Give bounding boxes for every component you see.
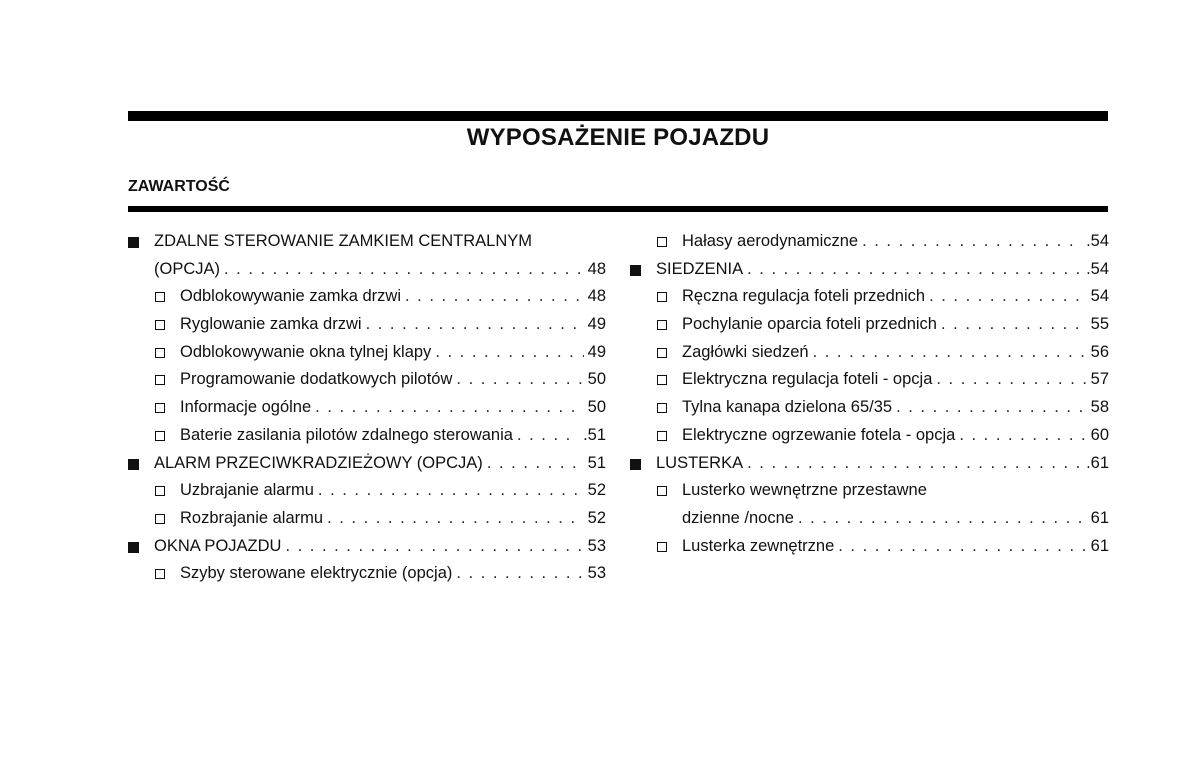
toc-subentry[interactable] <box>128 560 606 588</box>
open-square-bullet-icon <box>155 486 165 496</box>
toc-page-number: .51 <box>583 425 606 444</box>
open-square-bullet-icon <box>657 542 667 552</box>
toc-entry-label: OKNA POJAZDU <box>154 536 282 555</box>
open-square-bullet-icon <box>657 375 667 385</box>
toc-subentry[interactable] <box>128 366 606 394</box>
toc-page-number: 61 <box>1090 536 1109 555</box>
toc-entry-label: ALARM PRZECIWKRADZIEŻOWY (OPCJA) <box>154 453 483 472</box>
toc-entry-label: Elektryczne ogrzewanie fotela - opcja <box>682 425 956 444</box>
dot-leader <box>813 339 1087 367</box>
dot-leader <box>435 339 583 367</box>
toc-entry-label: Informacje ogólne <box>180 398 312 417</box>
toc-page-number: 50 <box>587 370 606 389</box>
toc-subentry[interactable] <box>128 311 606 339</box>
toc-page-number: 60 <box>1090 425 1109 444</box>
open-square-bullet-icon <box>657 292 667 302</box>
toc-entry-label: Odblokowywanie zamka drzwi <box>180 287 402 306</box>
filled-square-bullet-icon <box>128 459 139 470</box>
dot-leader <box>487 450 584 478</box>
toc-section-entry[interactable] <box>128 256 606 284</box>
toc-subentry[interactable] <box>630 339 1109 367</box>
toc-entry-label: dzienne /nocne <box>682 508 794 527</box>
toc-entry-label: (OPCJA) <box>154 259 220 278</box>
toc-page-number: 53 <box>587 536 606 555</box>
toc-page-number: 57 <box>1090 370 1109 389</box>
dot-leader <box>456 366 583 394</box>
toc-subentry[interactable] <box>128 283 606 311</box>
toc-page-number: 54 <box>1090 287 1109 306</box>
toc-subentry[interactable] <box>630 283 1109 311</box>
open-square-bullet-icon <box>155 320 165 330</box>
toc-entry-label: Ręczna regulacja foteli przednich <box>682 287 926 306</box>
toc-page-number: 48 <box>587 287 606 306</box>
toc-page-number: 52 <box>587 508 606 527</box>
toc-section-entry[interactable] <box>128 450 606 478</box>
toc-entry-label: Baterie zasilania pilotów zdalnego sterowania <box>180 425 513 444</box>
dot-leader <box>224 256 584 284</box>
toc-entry-label: Ryglowanie zamka drzwi <box>180 315 362 334</box>
toc-page-number: 55 <box>1090 315 1109 334</box>
toc-subentry[interactable] <box>630 533 1109 561</box>
toc-page-number: 49 <box>587 315 606 334</box>
toc-page-number: 53 <box>587 564 606 583</box>
dot-leader <box>798 505 1087 533</box>
toc-entry-label: Elektryczna regulacja foteli - opcja <box>682 370 933 389</box>
open-square-bullet-icon <box>155 431 165 441</box>
toc-page-number: .54 <box>1086 232 1109 250</box>
open-square-bullet-icon <box>155 348 165 358</box>
toc-page-number: .54 <box>1086 259 1109 278</box>
open-square-bullet-icon <box>657 320 667 330</box>
filled-square-bullet-icon <box>128 237 139 248</box>
toc-page-number: .61 <box>1086 453 1109 472</box>
toc-entry-label: LUSTERKA <box>656 453 744 472</box>
toc-entry-label: Lusterko wewnętrzne przestawne <box>682 481 927 500</box>
toc-subentry[interactable] <box>630 366 1109 394</box>
dot-leader <box>747 256 1082 284</box>
toc-subentry[interactable] <box>128 339 606 367</box>
filled-square-bullet-icon <box>128 542 139 553</box>
toc-column-right <box>630 228 1109 560</box>
toc-page-number: 56 <box>1090 342 1109 361</box>
filled-square-bullet-icon <box>630 459 641 470</box>
toc-page-number: 52 <box>587 481 606 500</box>
open-square-bullet-icon <box>155 375 165 385</box>
filled-square-bullet-icon <box>630 265 641 276</box>
toc-subentry[interactable] <box>630 394 1109 422</box>
toc-column-left <box>128 228 606 588</box>
open-square-bullet-icon <box>657 237 667 247</box>
toc-page-number: 49 <box>587 342 606 361</box>
open-square-bullet-icon <box>657 403 667 413</box>
toc-page-number: 50 <box>587 398 606 417</box>
toc-entry-label: Programowanie dodatkowych pilotów <box>180 370 453 389</box>
open-square-bullet-icon <box>657 431 667 441</box>
open-square-bullet-icon <box>155 569 165 579</box>
dot-leader <box>747 450 1082 478</box>
open-square-bullet-icon <box>657 486 667 496</box>
toc-entry-label: Pochylanie oparcia foteli przednich <box>682 315 937 334</box>
dot-leader <box>929 283 1087 311</box>
toc-page-number: 51 <box>587 453 606 472</box>
toc-section-entry[interactable] <box>630 256 1109 284</box>
toc-subentry[interactable] <box>128 477 606 505</box>
toc-subentry[interactable] <box>128 422 606 450</box>
toc-section-entry[interactable] <box>630 450 1109 478</box>
toc-section-entry[interactable] <box>128 533 606 561</box>
dot-leader <box>366 311 584 339</box>
toc-entry-label: Szyby sterowane elektrycznie (opcja) <box>180 564 453 583</box>
dot-leader <box>896 394 1087 422</box>
dot-leader <box>405 283 584 311</box>
dot-leader <box>285 533 583 561</box>
open-square-bullet-icon <box>155 403 165 413</box>
dot-leader <box>327 505 584 533</box>
toc-entry-label: Rozbrajanie alarmu <box>180 508 324 527</box>
dot-leader <box>315 394 583 422</box>
dot-leader <box>318 477 584 505</box>
toc-subentry[interactable] <box>630 505 1109 533</box>
toc-page-number: 61 <box>1090 508 1109 527</box>
toc-entry-label: ZDALNE STEROWANIE ZAMKIEM CENTRALNYM <box>154 232 533 250</box>
section-heading: ZAWARTOŚĆ <box>128 178 230 195</box>
section-rule <box>128 206 1108 212</box>
toc-subentry[interactable] <box>128 394 606 422</box>
dot-leader <box>838 533 1086 561</box>
open-square-bullet-icon <box>155 292 165 302</box>
dot-leader <box>456 560 583 588</box>
toc-entry-label: Uzbrajanie alarmu <box>180 481 314 500</box>
toc-entry-label: Tylna kanapa dzielona 65/35 <box>682 398 893 417</box>
top-rule <box>128 111 1108 121</box>
toc-entry-label: Lusterka zewnętrzne <box>682 536 835 555</box>
toc-subentry[interactable] <box>630 228 1109 256</box>
toc-subentry[interactable] <box>128 505 606 533</box>
toc-entry-label: Odblokowywanie okna tylnej klapy <box>180 342 432 361</box>
dot-leader <box>941 311 1087 339</box>
toc-entry-label: SIEDZENIA <box>656 259 744 278</box>
toc-page-number: 58 <box>1090 398 1109 417</box>
toc-section-entry[interactable] <box>128 228 606 256</box>
toc-page-number: 48 <box>587 259 606 278</box>
page-title: WYPOSAŻENIE POJAZDU <box>466 124 770 151</box>
toc-subentry[interactable] <box>630 311 1109 339</box>
open-square-bullet-icon <box>155 514 165 524</box>
toc-subentry[interactable] <box>630 477 1109 505</box>
dot-leader <box>959 422 1086 450</box>
toc-entry-label: Zagłówki siedzeń <box>682 342 809 361</box>
dot-leader <box>862 228 1082 256</box>
dot-leader <box>517 422 579 450</box>
open-square-bullet-icon <box>657 348 667 358</box>
toc-entry-label: Hałasy aerodynamiczne <box>682 232 859 250</box>
dot-leader <box>936 366 1086 394</box>
toc-subentry[interactable] <box>630 422 1109 450</box>
